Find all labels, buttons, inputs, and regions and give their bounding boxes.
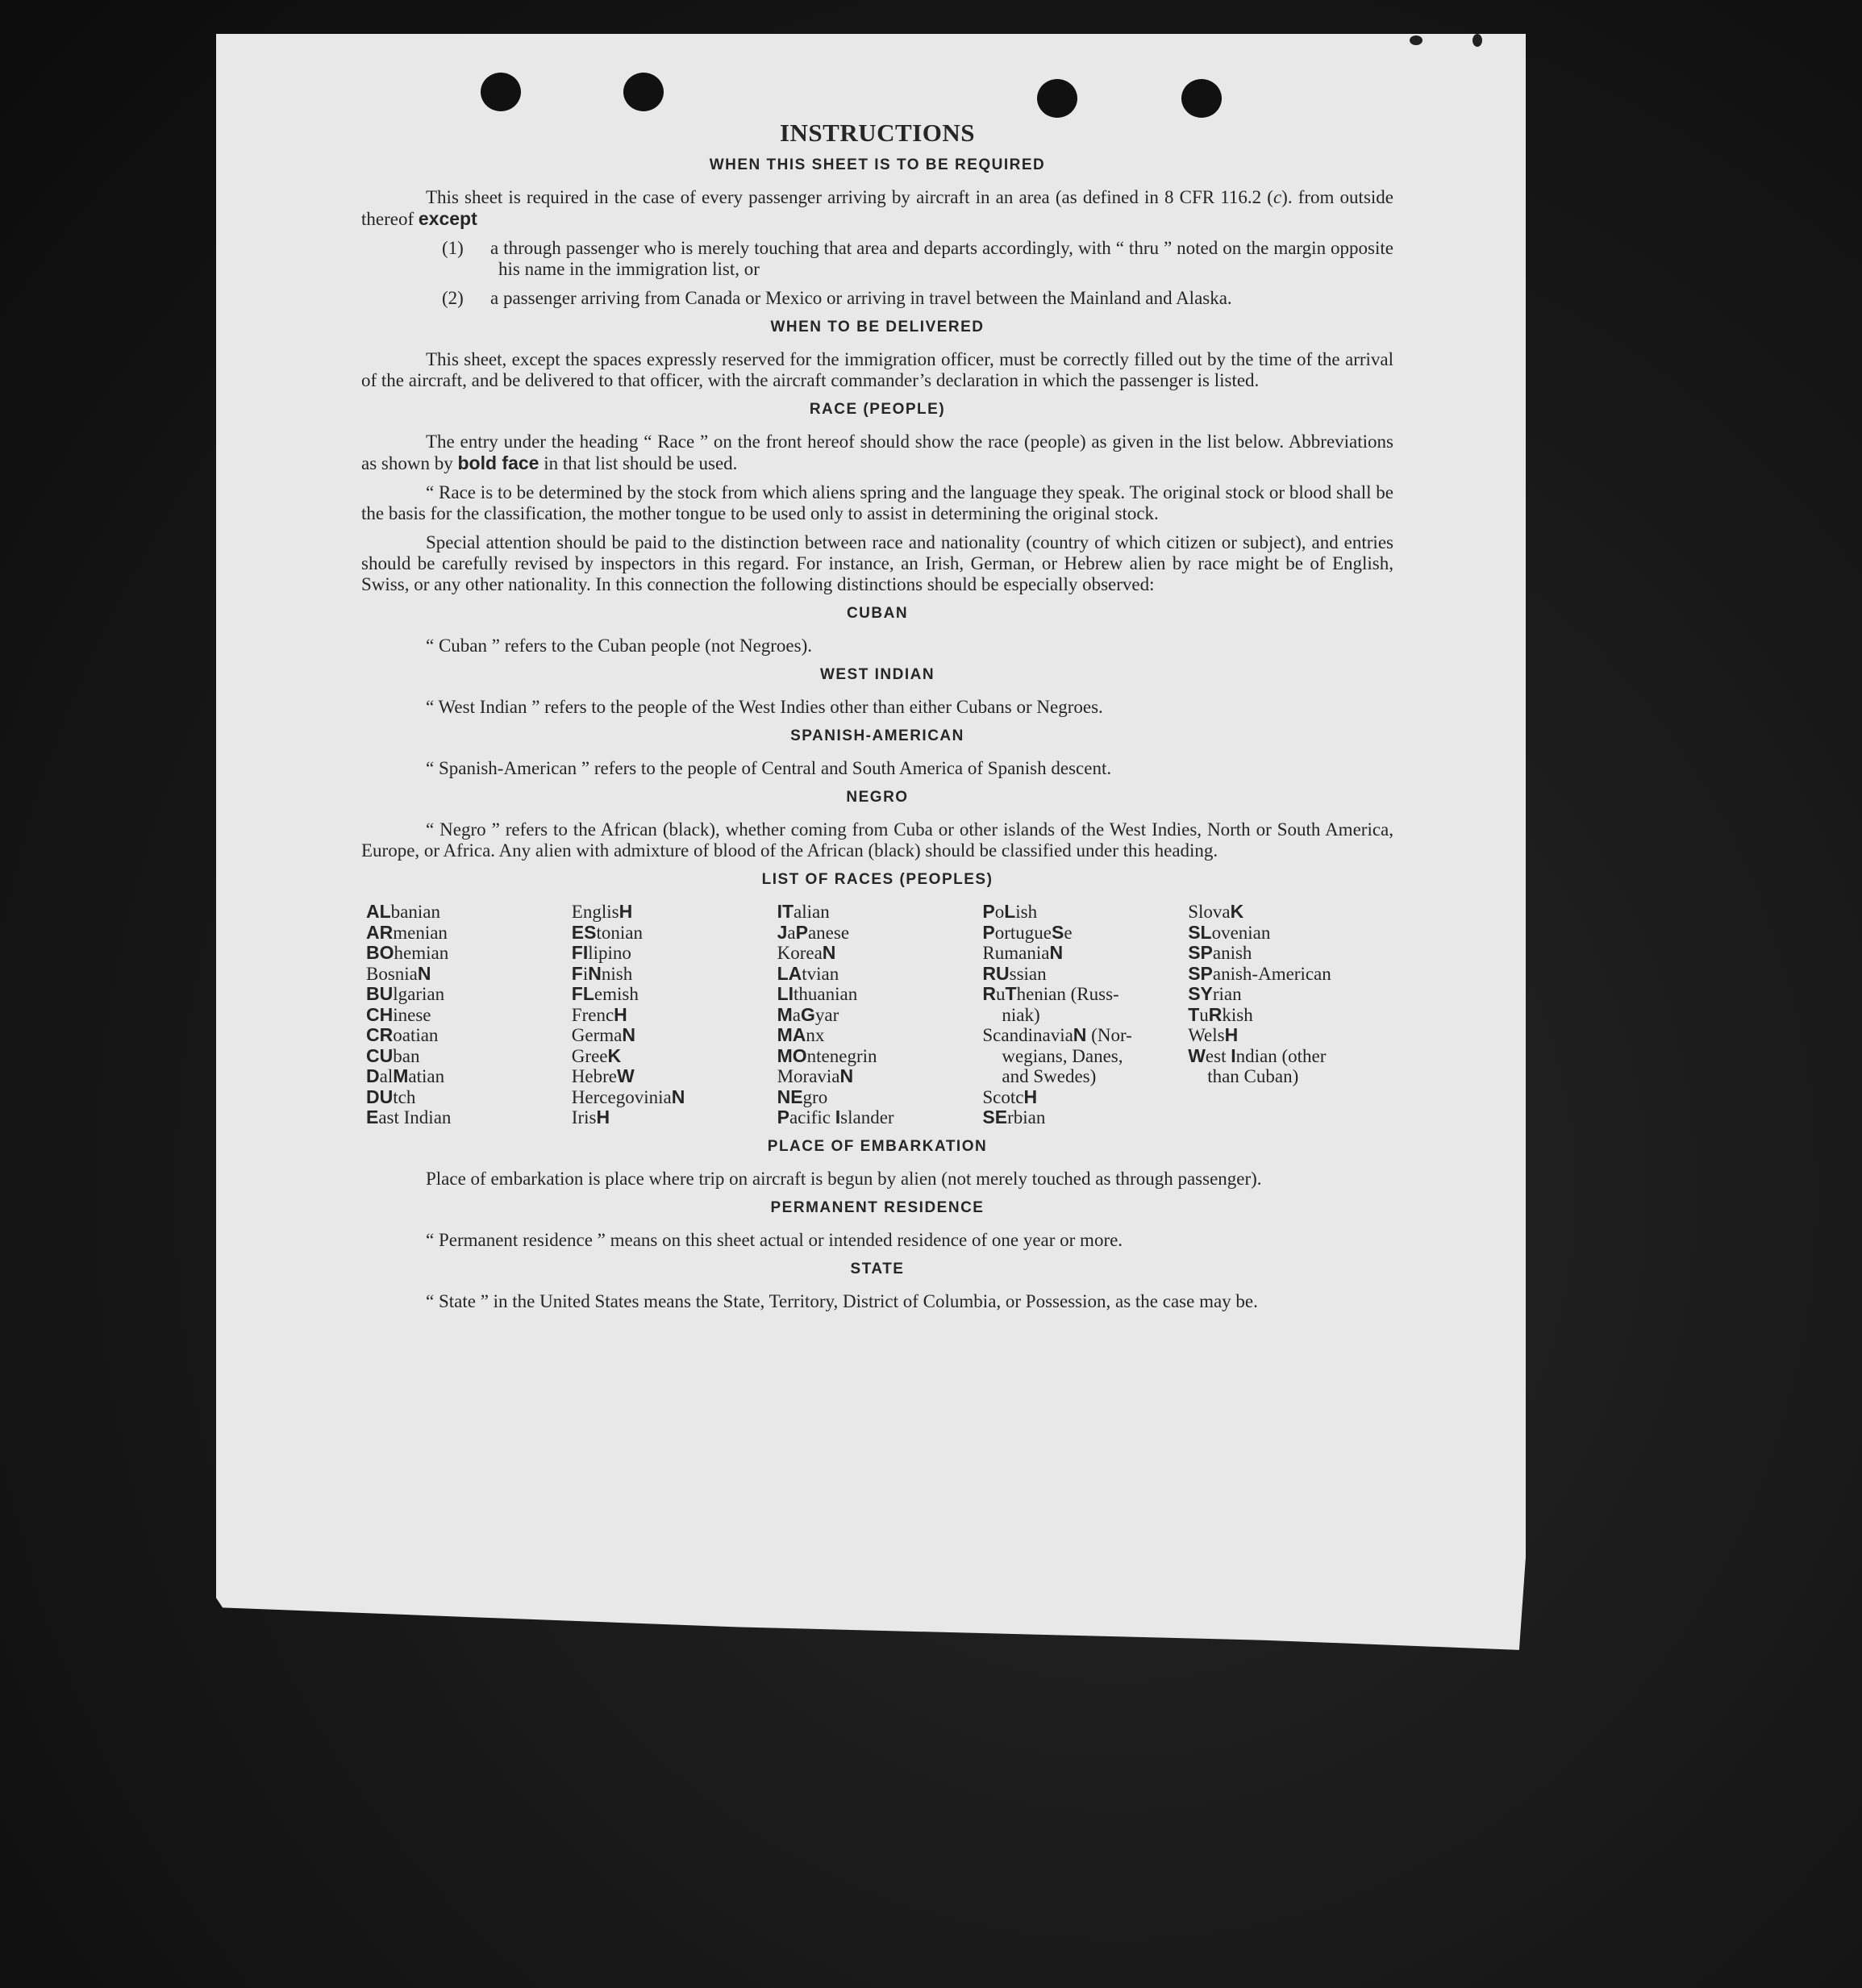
race-entry: FLemish (571, 983, 639, 1004)
heading-embarkation: PLACE OF EMBARKATION (767, 1137, 988, 1155)
race-entry: SYrian (1188, 983, 1242, 1004)
heading-delivered: WHEN TO BE DELIVERED (770, 319, 985, 336)
punch-hole (1037, 79, 1077, 118)
page-title: INSTRUCTIONS (779, 119, 975, 147)
race-paragraph-2: “ Race is to be determined by the stock from which aliens spring and the language they speak. The original stock or blood shall be the basis for the classification, the mother tongue to be used only to assist in determining the original stock. (361, 482, 1393, 523)
race-entry: East Indian (366, 1107, 452, 1127)
race-entry: EStonian (571, 921, 643, 943)
heading-spanish-american: SPANISH-AMERICAN (790, 727, 964, 744)
heading-negro: NEGRO (846, 789, 909, 806)
race-entry: CRoatian (366, 1024, 439, 1045)
races-column (366, 902, 572, 1128)
race-entry: EnglisH (571, 901, 633, 922)
document-content (361, 119, 1393, 1320)
race-entry: BOhemian (366, 942, 449, 963)
race-entry: wegians, Danes, (1002, 1045, 1123, 1066)
race-entry: BUlgarian (366, 983, 445, 1004)
race-entry: niak) (1002, 1004, 1040, 1025)
required-item-1: (1) a through passenger who is merely touching that area and departs accordingly, with “ thru ” noted on the margin opposite his name in the immigration list, or (442, 238, 1393, 279)
races-column (1188, 902, 1393, 1128)
state-text: “ State ” in the United States means the State, Territory, District of Columbia, or Possession, as the case may be. (426, 1290, 1258, 1311)
race-entry: NEgro (777, 1086, 828, 1107)
race-entry: MOntenegrin (777, 1044, 877, 1066)
race-paragraph-1: The entry under the heading “ Race ” on the front hereof should show the race (people) as given in the list below. Abbreviations as shown by bold face in that list should be used. (361, 431, 1393, 473)
race-entry: FiNnish (571, 962, 633, 984)
race-entry: GreeK (571, 1044, 622, 1066)
race-entry: HebreW (571, 1065, 635, 1086)
race-entry: CHinese (366, 1003, 431, 1025)
spanish-american-text: “ Spanish-American ” refers to the people of Central and South America of Spanish descent. (426, 758, 1112, 778)
delivered-text: This sheet, except the spaces expressly reserved for the immigration officer, must be correctly filled out by the time of the arrival of the aircraft, and be delivered to that officer, with the aircraft commander’s declaration in which the passenger is listed. (361, 349, 1393, 390)
race-entry: TuRkish (1188, 1003, 1253, 1025)
race-entry: KoreaN (777, 942, 836, 963)
race-entry: ScandinaviaN (Nor- (982, 1024, 1132, 1045)
speck (1410, 35, 1423, 45)
race-entry: BosniaN (366, 962, 431, 984)
race-entry: DUtch (366, 1086, 416, 1107)
race-entry: GermaN (571, 1024, 635, 1045)
heading-race: RACE (PEOPLE) (809, 401, 946, 418)
race-entry: LAtvian (777, 962, 839, 984)
race-entry: Pacific Islander (777, 1107, 894, 1127)
race-entry: SPanish-American (1188, 962, 1331, 984)
race-entry: ALbanian (366, 901, 440, 922)
race-entry: RUssian (982, 962, 1047, 984)
race-entry: West Indian (other (1188, 1044, 1327, 1066)
race-entry: ScotcH (982, 1086, 1038, 1107)
race-entry: RumaniaN (982, 942, 1064, 963)
race-paragraph-3: Special attention should be paid to the distinction between race and nationality (country of which citizen or subject), and entries should be carefully revised by inspectors in this regard. For instance, an Irish, German, or Hebrew alien by race might be of English, Swiss, or any other nationality. In this connection the following distinctions should be especially observed: (361, 532, 1393, 594)
race-entry: JaPanese (777, 921, 850, 943)
race-entry: IrisH (571, 1107, 610, 1127)
heading-list-of-races: LIST OF RACES (PEOPLES) (761, 871, 993, 888)
speck (1473, 34, 1482, 47)
punch-hole (481, 73, 521, 111)
heading-cuban: CUBAN (846, 605, 909, 622)
race-entry: WelsH (1188, 1024, 1239, 1045)
negro-text: “ Negro ” refers to the African (black), whether coming from Cuba or other islands of the West Indies, North or South America, Europe, or Africa. Any alien with admixture of blood of the African (black) should be classified under this heading. (361, 819, 1393, 861)
race-entry: CUban (366, 1044, 420, 1066)
residence-text: “ Permanent residence ” means on this sheet actual or intended residence of one year or more. (426, 1229, 1123, 1250)
west-indian-text: “ West Indian ” refers to the people of the West Indies other than either Cubans or Negroes. (426, 697, 1103, 717)
race-entry: FIlipino (571, 942, 631, 963)
race-entry: MoraviaN (777, 1065, 854, 1086)
race-entry: LIthuanian (777, 983, 858, 1004)
race-entry: ARmenian (366, 921, 448, 943)
race-entry: PortugueSe (982, 921, 1073, 943)
race-entry: than Cuban) (1207, 1066, 1299, 1086)
race-entry: SlovaK (1188, 901, 1244, 922)
heading-west-indian: WEST INDIAN (819, 666, 935, 683)
race-entry: HercegoviniaN (571, 1086, 685, 1107)
required-intro: This sheet is required in the case of every passenger arriving by aircraft in an area (as defined in 8 CFR 116.2 (c). from outside thereof except (361, 187, 1393, 229)
heading-state: STATE (850, 1260, 905, 1277)
embarkation-text: Place of embarkation is place where trip on aircraft is begun by alien (not merely touched as through passenger). (426, 1168, 1262, 1189)
races-list (366, 902, 1393, 1128)
race-entry: DalMatian (366, 1065, 445, 1086)
race-entry: MAnx (777, 1024, 825, 1045)
races-column (777, 902, 983, 1128)
cuban-text: “ Cuban ” refers to the Cuban people (not Negroes). (426, 636, 813, 656)
race-entry: SPanish (1188, 942, 1252, 963)
heading-required: WHEN THIS SHEET IS TO BE REQUIRED (709, 156, 1046, 173)
punch-hole (1181, 79, 1222, 118)
race-entry: ITalian (777, 901, 830, 922)
required-item-2: (2) a passenger arriving from Canada or Mexico or arriving in travel between the Mainland and Alaska. (442, 288, 1232, 308)
race-entry: PoLish (982, 901, 1038, 922)
races-column (572, 902, 777, 1128)
race-entry: FrencH (571, 1003, 627, 1025)
race-entry: RuThenian (Russ- (982, 983, 1119, 1004)
heading-residence: PERMANENT RESIDENCE (770, 1198, 985, 1216)
race-entry: MaGyar (777, 1003, 839, 1025)
race-entry: and Swedes) (1002, 1066, 1097, 1086)
race-entry: SLovenian (1188, 921, 1271, 943)
race-entry: SErbian (982, 1107, 1046, 1127)
races-column (982, 902, 1188, 1128)
punch-hole (623, 73, 664, 111)
